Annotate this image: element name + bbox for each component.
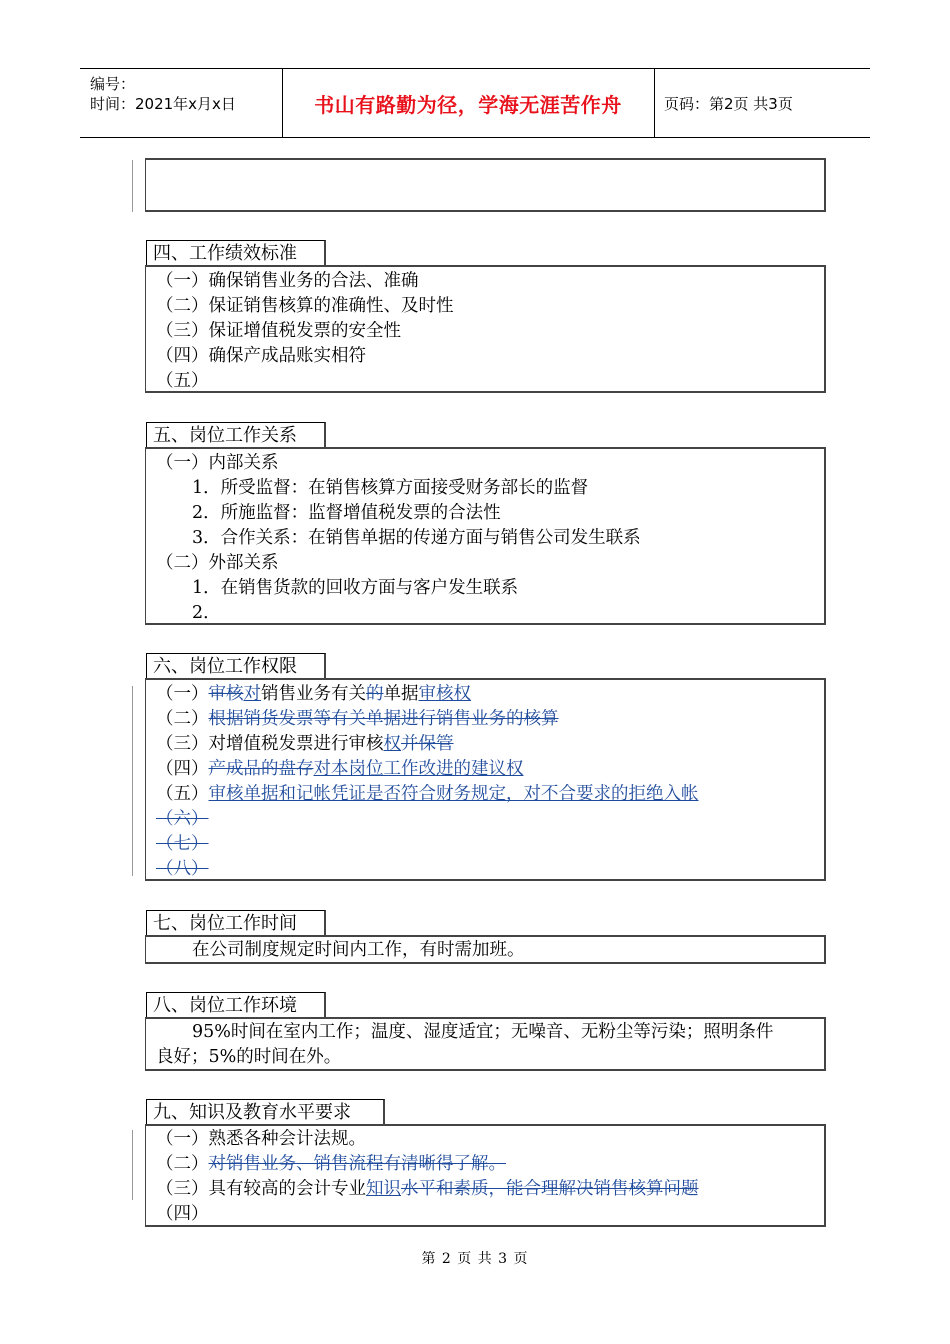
section-box [145, 1017, 826, 1071]
page-header [80, 68, 870, 138]
deleted-text: 的 [366, 684, 384, 704]
item-text: （三）对增值税发票进行审核 [156, 734, 384, 754]
item-text: 单据 [383, 684, 419, 704]
list-item [156, 732, 454, 757]
list-item: （一）熟悉各种会计法规。 [156, 1129, 366, 1149]
list-item: （三）保证增值税发票的安全性 [156, 321, 401, 341]
list-item: （六） [156, 809, 209, 829]
item-prefix: （二） [156, 709, 209, 729]
list-item: 1．所受监督：在销售核算方面接受财务部长的监督 [192, 478, 589, 498]
item-prefix: （五） [156, 784, 209, 804]
list-item [156, 707, 559, 732]
list-item: （一）确保销售业务的合法、准确 [156, 271, 419, 291]
list-item: （二）外部关系 [156, 553, 279, 573]
section-title: 四、工作绩效标准 [146, 240, 326, 265]
list-item: （四）确保产成品账实相符 [156, 346, 366, 366]
item-prefix: （二） [156, 1154, 209, 1174]
deleted-text: 对销售业务、销售流程有清晰得了解。 [208, 1154, 506, 1174]
list-item: 2． [192, 603, 221, 623]
section-text: 95%时间在室内工作；温度、湿度适宜；无噪音、无粉尘等污染；照明条件 [192, 1022, 774, 1042]
item-prefix: （一） [156, 684, 209, 704]
list-item: （八） [156, 859, 209, 879]
time-label: 时间：2021年x月x日 [90, 95, 236, 113]
inserted-text: 对本岗位工作改进的建议权 [313, 759, 524, 779]
section-title: 九、知识及教育水平要求 [146, 1099, 385, 1124]
margin-bar [132, 160, 133, 212]
inserted-text: 审核单据和记帐凭证是否符合财务规定，对不合要求的拒绝入帐 [208, 784, 699, 804]
deleted-text: 产成品的盘存 [208, 759, 314, 779]
deleted-text: 审核 [208, 684, 244, 704]
page-code-cell [655, 69, 870, 137]
page-footer: 第 2 页 共 3 页 [421, 1251, 529, 1267]
section-box [145, 265, 826, 393]
margin-bar [132, 1130, 133, 1200]
list-item [156, 1152, 506, 1177]
list-item: 1．在销售货款的回收方面与客户发生联系 [192, 578, 519, 598]
section-title: 八、岗位工作环境 [146, 992, 326, 1017]
deleted-text: 水平和素质，能合理解决销售核算问题 [401, 1179, 699, 1199]
list-item: （一）内部关系 [156, 453, 279, 473]
section-title: 五、岗位工作关系 [146, 422, 326, 447]
item-text: （三）具有较高的会计专业 [156, 1179, 366, 1199]
deleted-text: 根据销货发票等有关单据进行销售业务的核算 [208, 709, 559, 729]
section-box [145, 447, 826, 625]
section-box [145, 935, 826, 964]
item-prefix: （四） [156, 759, 209, 779]
list-item: 2．所施监督：监督增值税发票的合法性 [192, 503, 501, 523]
list-item [156, 782, 699, 807]
page-code: 页码：第2页 共3页 [664, 94, 793, 113]
code-label: 编号： [90, 75, 136, 93]
list-item [156, 1177, 699, 1202]
list-item: （五） [156, 371, 209, 391]
section-box [145, 1124, 826, 1227]
list-item: 3．合作关系：在销售单据的传递方面与销售公司发生联系 [192, 528, 641, 548]
margin-bar [132, 686, 133, 876]
motto-cell [282, 69, 655, 137]
list-item: （四） [156, 1204, 209, 1224]
empty-box [145, 158, 826, 212]
motto: 书山有路勤为径，学海无涯苦作舟 [314, 92, 622, 117]
inserted-text: 对 [243, 684, 261, 704]
item-text: 销售业务有关 [261, 684, 366, 704]
inserted-text: 审核权 [418, 684, 471, 704]
list-item [156, 757, 524, 782]
inserted-text: 知识 [366, 1179, 401, 1199]
inserted-text: 权 [383, 734, 401, 754]
section-title: 六、岗位工作权限 [146, 653, 326, 678]
section-text: 良好；5%的时间在外。 [156, 1047, 342, 1067]
header-info-cell [80, 69, 283, 137]
section-title: 七、岗位工作时间 [146, 910, 326, 935]
list-item [156, 682, 471, 707]
section-box [145, 678, 826, 881]
list-item: （二）保证销售核算的准确性、及时性 [156, 296, 454, 316]
list-item: （七） [156, 834, 209, 854]
section-text: 在公司制度规定时间内工作，有时需加班。 [192, 940, 525, 960]
deleted-text: 并保管 [401, 734, 454, 754]
